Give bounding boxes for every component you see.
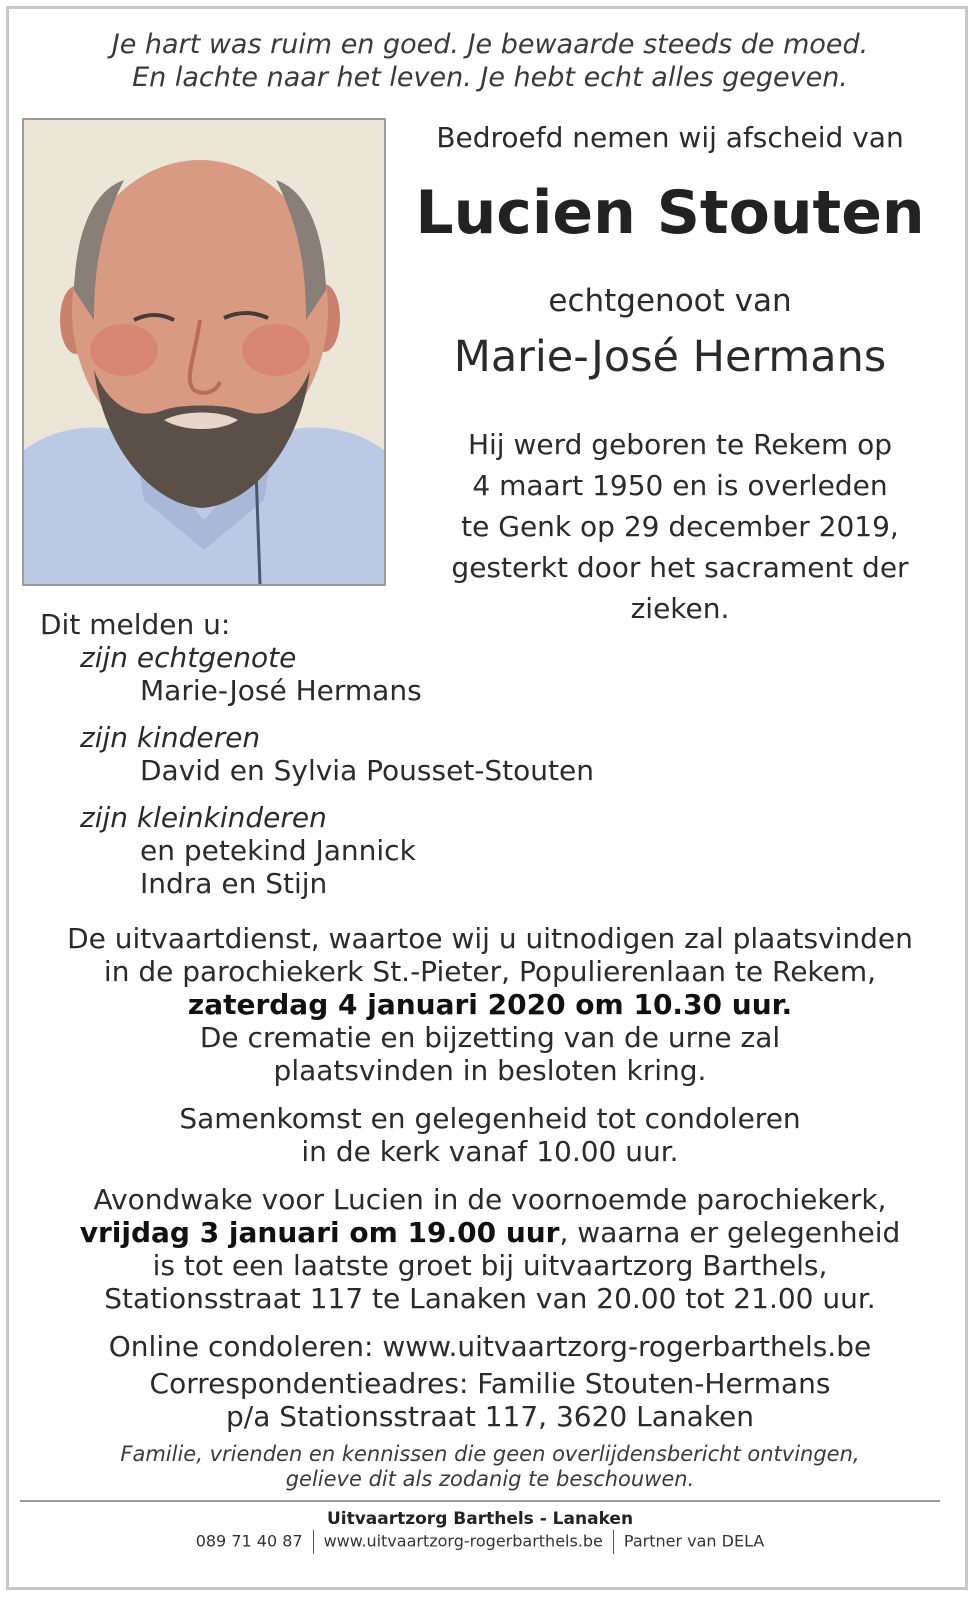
spouse-name: Marie-José Hermans	[453, 332, 887, 382]
service-line: De uitvaartdienst, waartoe wij u uitnodigen zal plaatsvinden	[67, 922, 913, 955]
notice-line: Familie, vrienden en kennissen die geen overlijdensbericht ontvingen,	[120, 1442, 860, 1466]
gathering-line: in de kerk vanaf 10.00 uur.	[301, 1135, 679, 1168]
service-date: zaterdag 4 januari 2020 om 10.30 uur.	[187, 988, 793, 1021]
wake-line: Avondwake voor Lucien in de voornoemde parochiekerk,	[93, 1183, 887, 1216]
wake-line: , waarna er gelegenheid	[559, 1216, 901, 1249]
funeral-home-contacts	[20, 1530, 940, 1554]
wake-line: Stationsstraat 117 te Lanaken van 20.00 tot 21.00 uur.	[104, 1282, 876, 1315]
notice-disclaimer	[20, 1442, 960, 1492]
partner-text: Partner van DELA	[623, 1531, 765, 1551]
online-condolences: Online condoleren: www.uitvaartzorg-rogerbarthels.be	[108, 1330, 872, 1363]
portrait-photo	[22, 118, 386, 586]
relative-name: David en Sylvia Pousset-Stouten	[140, 754, 594, 787]
relation-label: zijn kleinkinderen	[80, 801, 327, 834]
service-details	[20, 922, 960, 1087]
wake-line: is tot een laatste groet bij uitvaartzorg Barthels,	[152, 1249, 828, 1282]
wake-date: vrijdag 3 januari om 19.00 uur	[79, 1216, 560, 1249]
relation-label: zijn kinderen	[80, 721, 261, 754]
spouse-label: echtgenoot van	[548, 283, 792, 319]
service-line: De crematie en bijzetting van de urne zal	[199, 1021, 781, 1054]
family-intro: Dit melden u:	[40, 608, 231, 641]
service-line: in de parochiekerk St.-Pieter, Populierenlaan te Rekem,	[103, 955, 877, 988]
notice-line: gelieve dit als zodanig te beschouwen.	[285, 1467, 695, 1491]
relation-label: zijn echtgenote	[80, 641, 297, 674]
website-link: www.uitvaartzorg-rogerbarthels.be	[323, 1531, 603, 1551]
portrait-illustration	[24, 120, 384, 584]
wake-details	[20, 1183, 960, 1315]
intro-text: Bedroefd nemen wij afscheid van	[436, 121, 904, 154]
relative-name: Indra en Stijn	[140, 867, 328, 900]
phone-number: 089 71 40 87	[195, 1531, 303, 1551]
biography	[400, 424, 960, 629]
deceased-name: Lucien Stouten	[415, 178, 925, 248]
verse-line: Je hart was ruim en goed. Je bewaarde steeds de moed.	[111, 29, 869, 60]
bio-line: gesterkt door het sacrament der zieken.	[451, 551, 909, 625]
memorial-verse	[20, 28, 960, 94]
relative-name: Marie-José Hermans	[140, 674, 422, 707]
bio-line: Hij werd geboren te Rekem op	[467, 428, 893, 461]
relative-name: en petekind Jannick	[140, 834, 416, 867]
bio-line: te Genk op 29 december 2019,	[461, 510, 899, 543]
correspondence-address: Correspondentieadres: Familie Stouten-Hermans	[149, 1367, 831, 1400]
bio-line: 4 maart 1950 en is overleden	[472, 469, 888, 502]
divider	[613, 1530, 614, 1554]
correspondence-address: p/a Stationsstraat 117, 3620 Lanaken	[226, 1400, 754, 1433]
family-announcement	[40, 608, 594, 900]
funeral-home-name: Uitvaartzorg Barthels - Lanaken	[326, 1509, 634, 1529]
footer-divider	[20, 1500, 940, 1502]
gathering-line: Samenkomst en gelegenheid tot condoleren	[179, 1102, 801, 1135]
gathering-details	[20, 1102, 960, 1168]
contact-details	[20, 1330, 960, 1433]
divider	[313, 1530, 314, 1554]
verse-line: En lachte naar het leven. Je hebt echt alles gegeven.	[132, 62, 848, 93]
service-line: plaatsvinden in besloten kring.	[273, 1054, 707, 1087]
